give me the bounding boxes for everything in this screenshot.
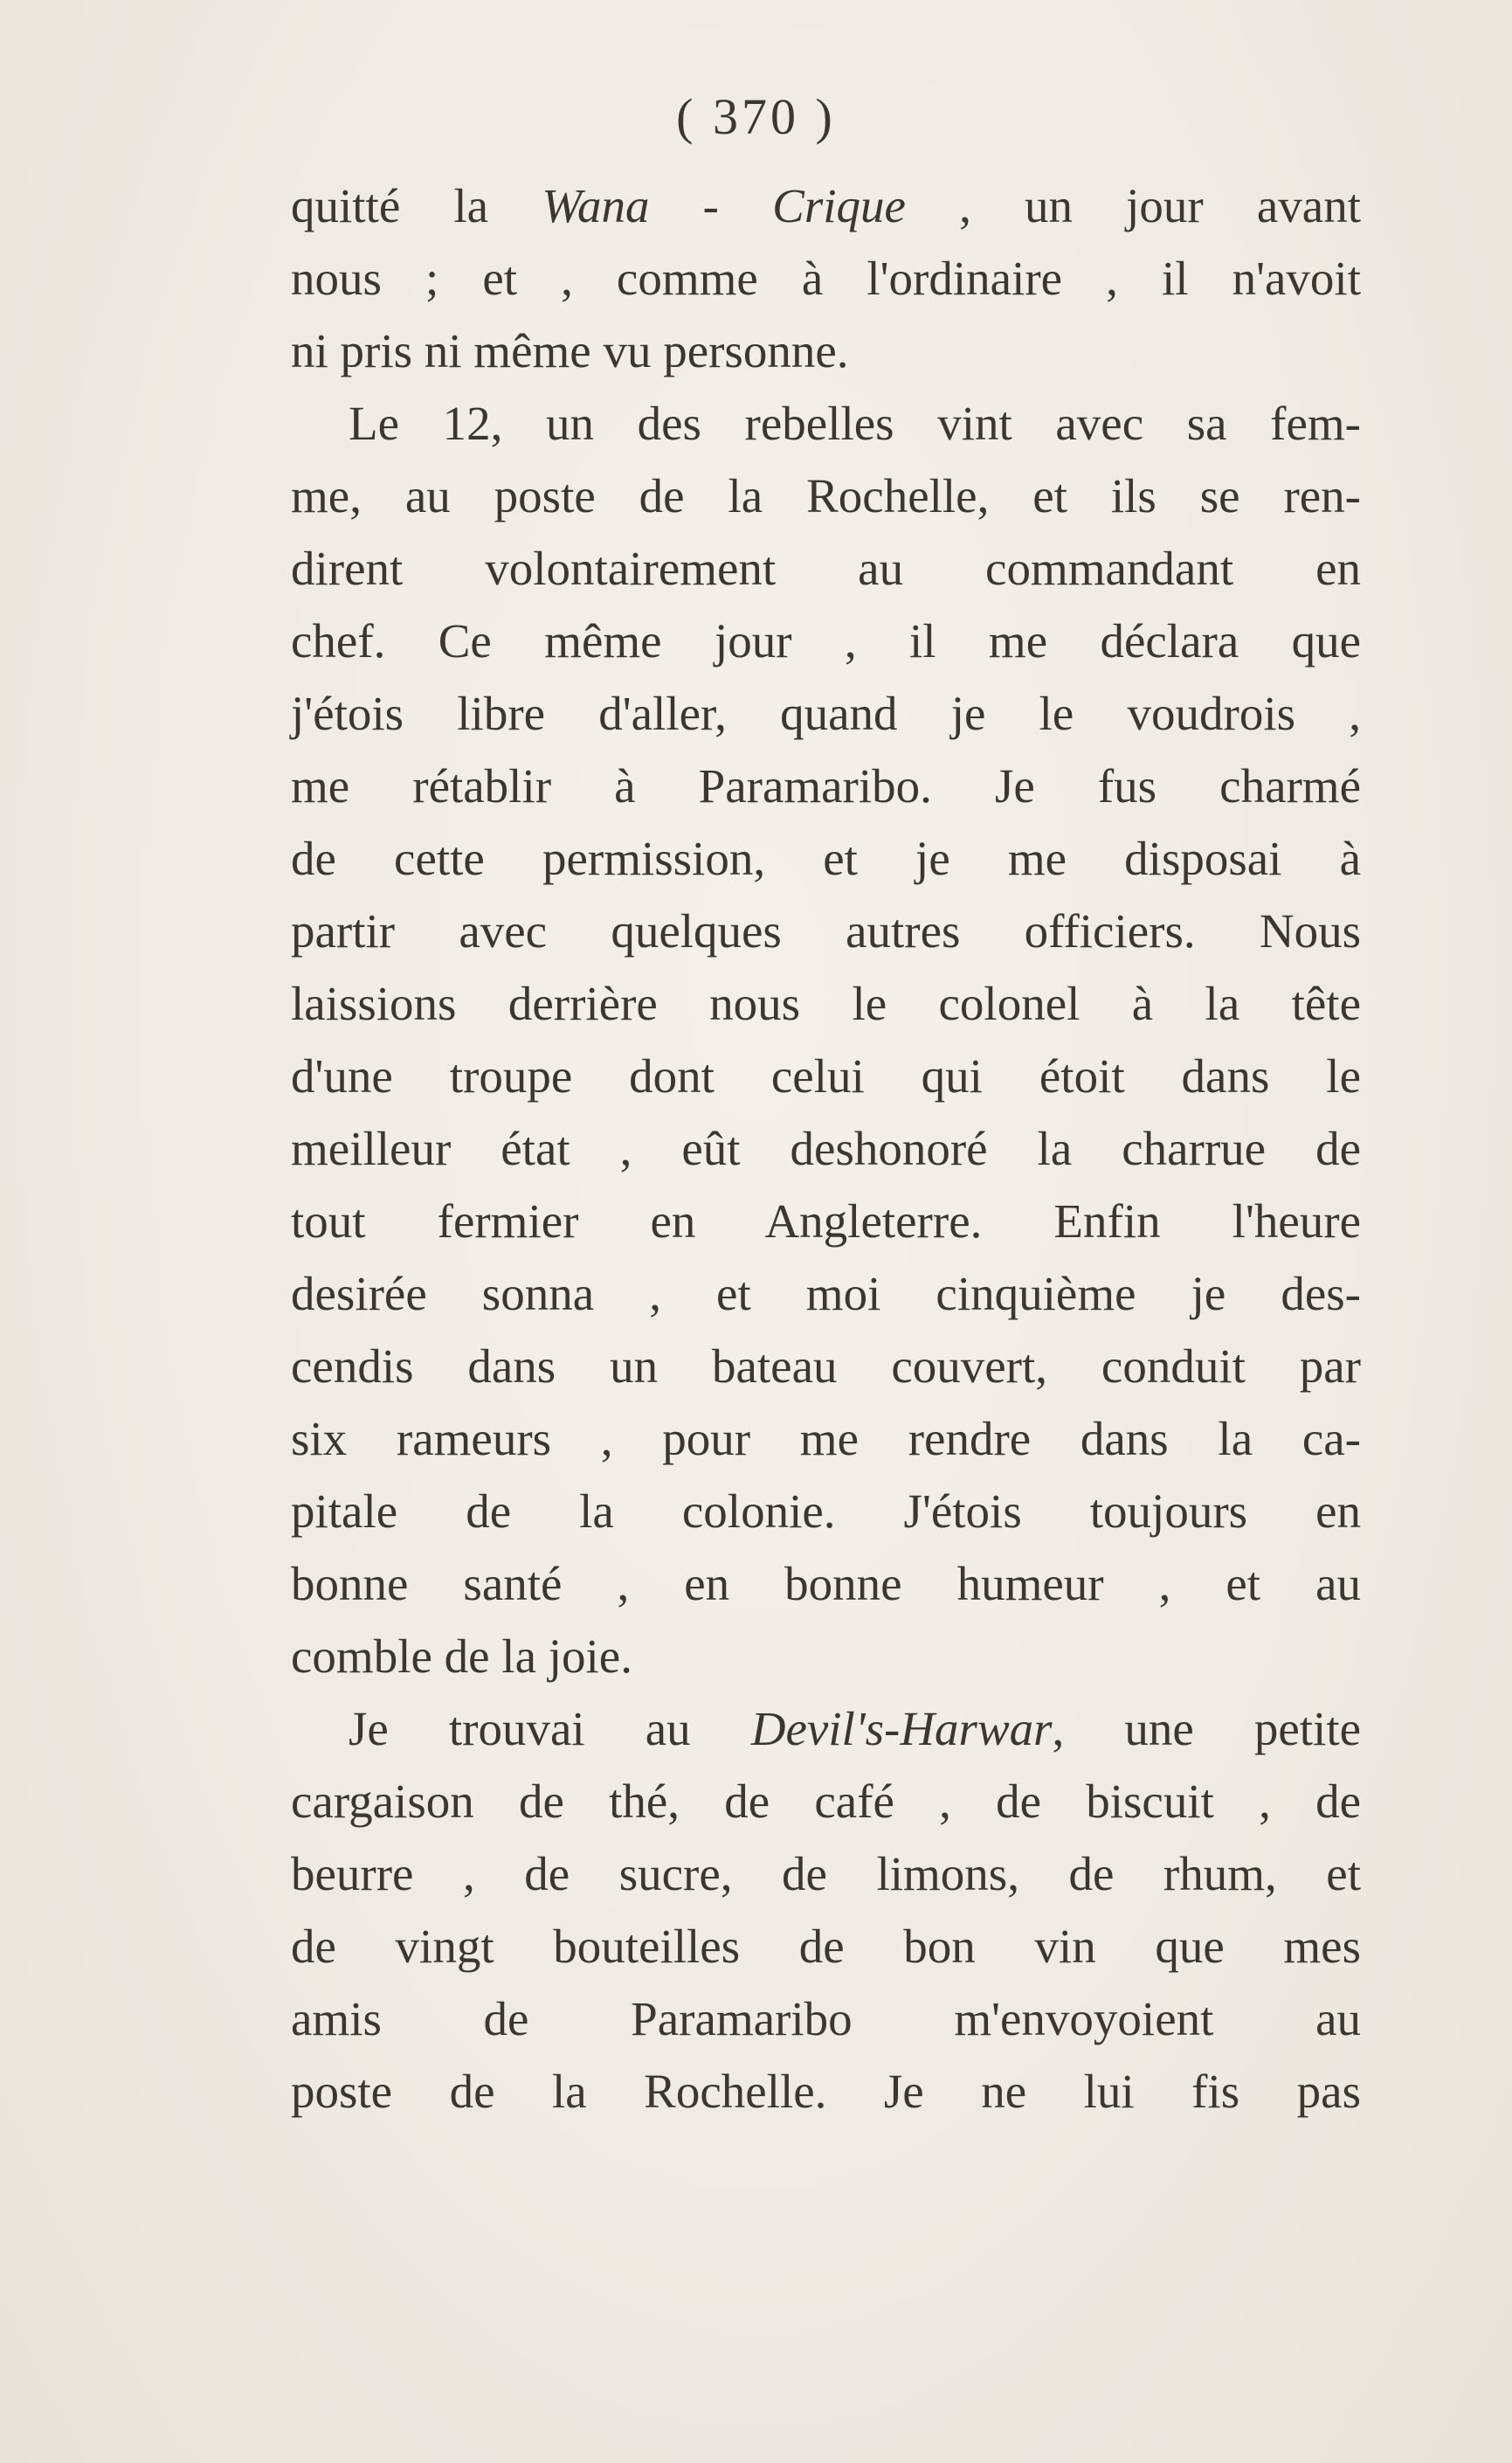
text-line (291, 1402, 1361, 1475)
text-line (291, 677, 1361, 750)
text-segment: desirée sonna , et moi cinquième je des- (291, 1267, 1361, 1320)
text-segment: cargaison de thé, de café , de biscuit , de (291, 1775, 1361, 1828)
text-segment: amis de Paramaribo m'envoyoient au (291, 1992, 1361, 2045)
text-line (291, 387, 1361, 460)
text-segment: bonne santé , en bonne humeur , et au (291, 1557, 1361, 1610)
text-segment: , une petite (1052, 1702, 1362, 1755)
text-line (291, 895, 1361, 967)
text-line (291, 1257, 1361, 1330)
text-line (291, 315, 1361, 387)
text-segment: nous ; et , comme à l'ordinaire , il n'avoit (291, 252, 1361, 305)
text-segment: me, au poste de la Rochelle, et ils se ren- (291, 469, 1361, 522)
text-segment: Le 12, un des rebelles vint avec sa fem- (349, 397, 1361, 450)
text-line (291, 532, 1361, 605)
text-line (291, 605, 1361, 677)
text-segment: six rameurs , pour me rendre dans la ca- (291, 1412, 1361, 1465)
page-number: ( 370 ) (676, 88, 836, 145)
text-segment: partir avec quelques autres officiers. Nous (291, 904, 1361, 958)
text-segment: poste de la Rochelle. Je ne lui fis pas (291, 2065, 1361, 2118)
text-segment: quitté la (291, 179, 542, 232)
text-segment: meilleur état , eût deshonoré la charrue de (291, 1122, 1361, 1175)
text-segment: d'une troupe dont celui qui étoit dans le (291, 1049, 1361, 1103)
text-line (291, 1620, 1361, 1692)
text-segment: laissions derrière nous le colonel à la tête (291, 977, 1361, 1030)
text-segment: tout fermier en Angleterre. Enfin l'heure (291, 1194, 1361, 1248)
text-line (291, 2055, 1361, 2127)
text-line (291, 1330, 1361, 1402)
text-line (291, 1910, 1361, 1982)
italic-place-name: Wana - Crique (542, 179, 906, 232)
text-segment: dirent volontairement au commandant en (291, 542, 1361, 595)
text-segment: Je trouvai au (349, 1702, 751, 1755)
text-line (291, 1765, 1361, 1837)
text-segment: pitale de la colonie. J'étois toujours en (291, 1484, 1361, 1538)
text-line (291, 1475, 1361, 1547)
text-line (291, 750, 1361, 822)
text-segment: cendis dans un bateau couvert, conduit par (291, 1339, 1361, 1393)
text-line (291, 1112, 1361, 1185)
text-segment: j'étois libre d'aller, quand je le voudrois , (291, 687, 1361, 740)
text-line (291, 242, 1361, 315)
text-segment: de cette permission, et je me disposai à (291, 832, 1361, 885)
text-line (291, 1185, 1361, 1257)
text-line (291, 1837, 1361, 1910)
text-segment: beurre , de sucre, de limons, de rhum, et (291, 1847, 1361, 1900)
text-line (291, 1040, 1361, 1112)
text-line (291, 1692, 1361, 1765)
text-line (291, 1547, 1361, 1620)
text-segment: , un jour avant (905, 179, 1361, 232)
text-segment: me rétablir à Paramaribo. Je fus charmé (291, 759, 1361, 813)
text-segment: chef. Ce même jour , il me déclara que (291, 614, 1361, 668)
text-segment: ni pris ni même vu personne. (291, 324, 849, 377)
text-line (291, 822, 1361, 895)
text-segment: de vingt bouteilles de bon vin que mes (291, 1920, 1361, 1973)
text-line (291, 1982, 1361, 2055)
text-line (291, 967, 1361, 1040)
body-text (291, 170, 1361, 2127)
text-line (291, 170, 1361, 242)
text-segment: comble de la joie. (291, 1629, 632, 1683)
italic-place-name: Devil's-Harwar (750, 1702, 1053, 1755)
text-line (291, 460, 1361, 532)
